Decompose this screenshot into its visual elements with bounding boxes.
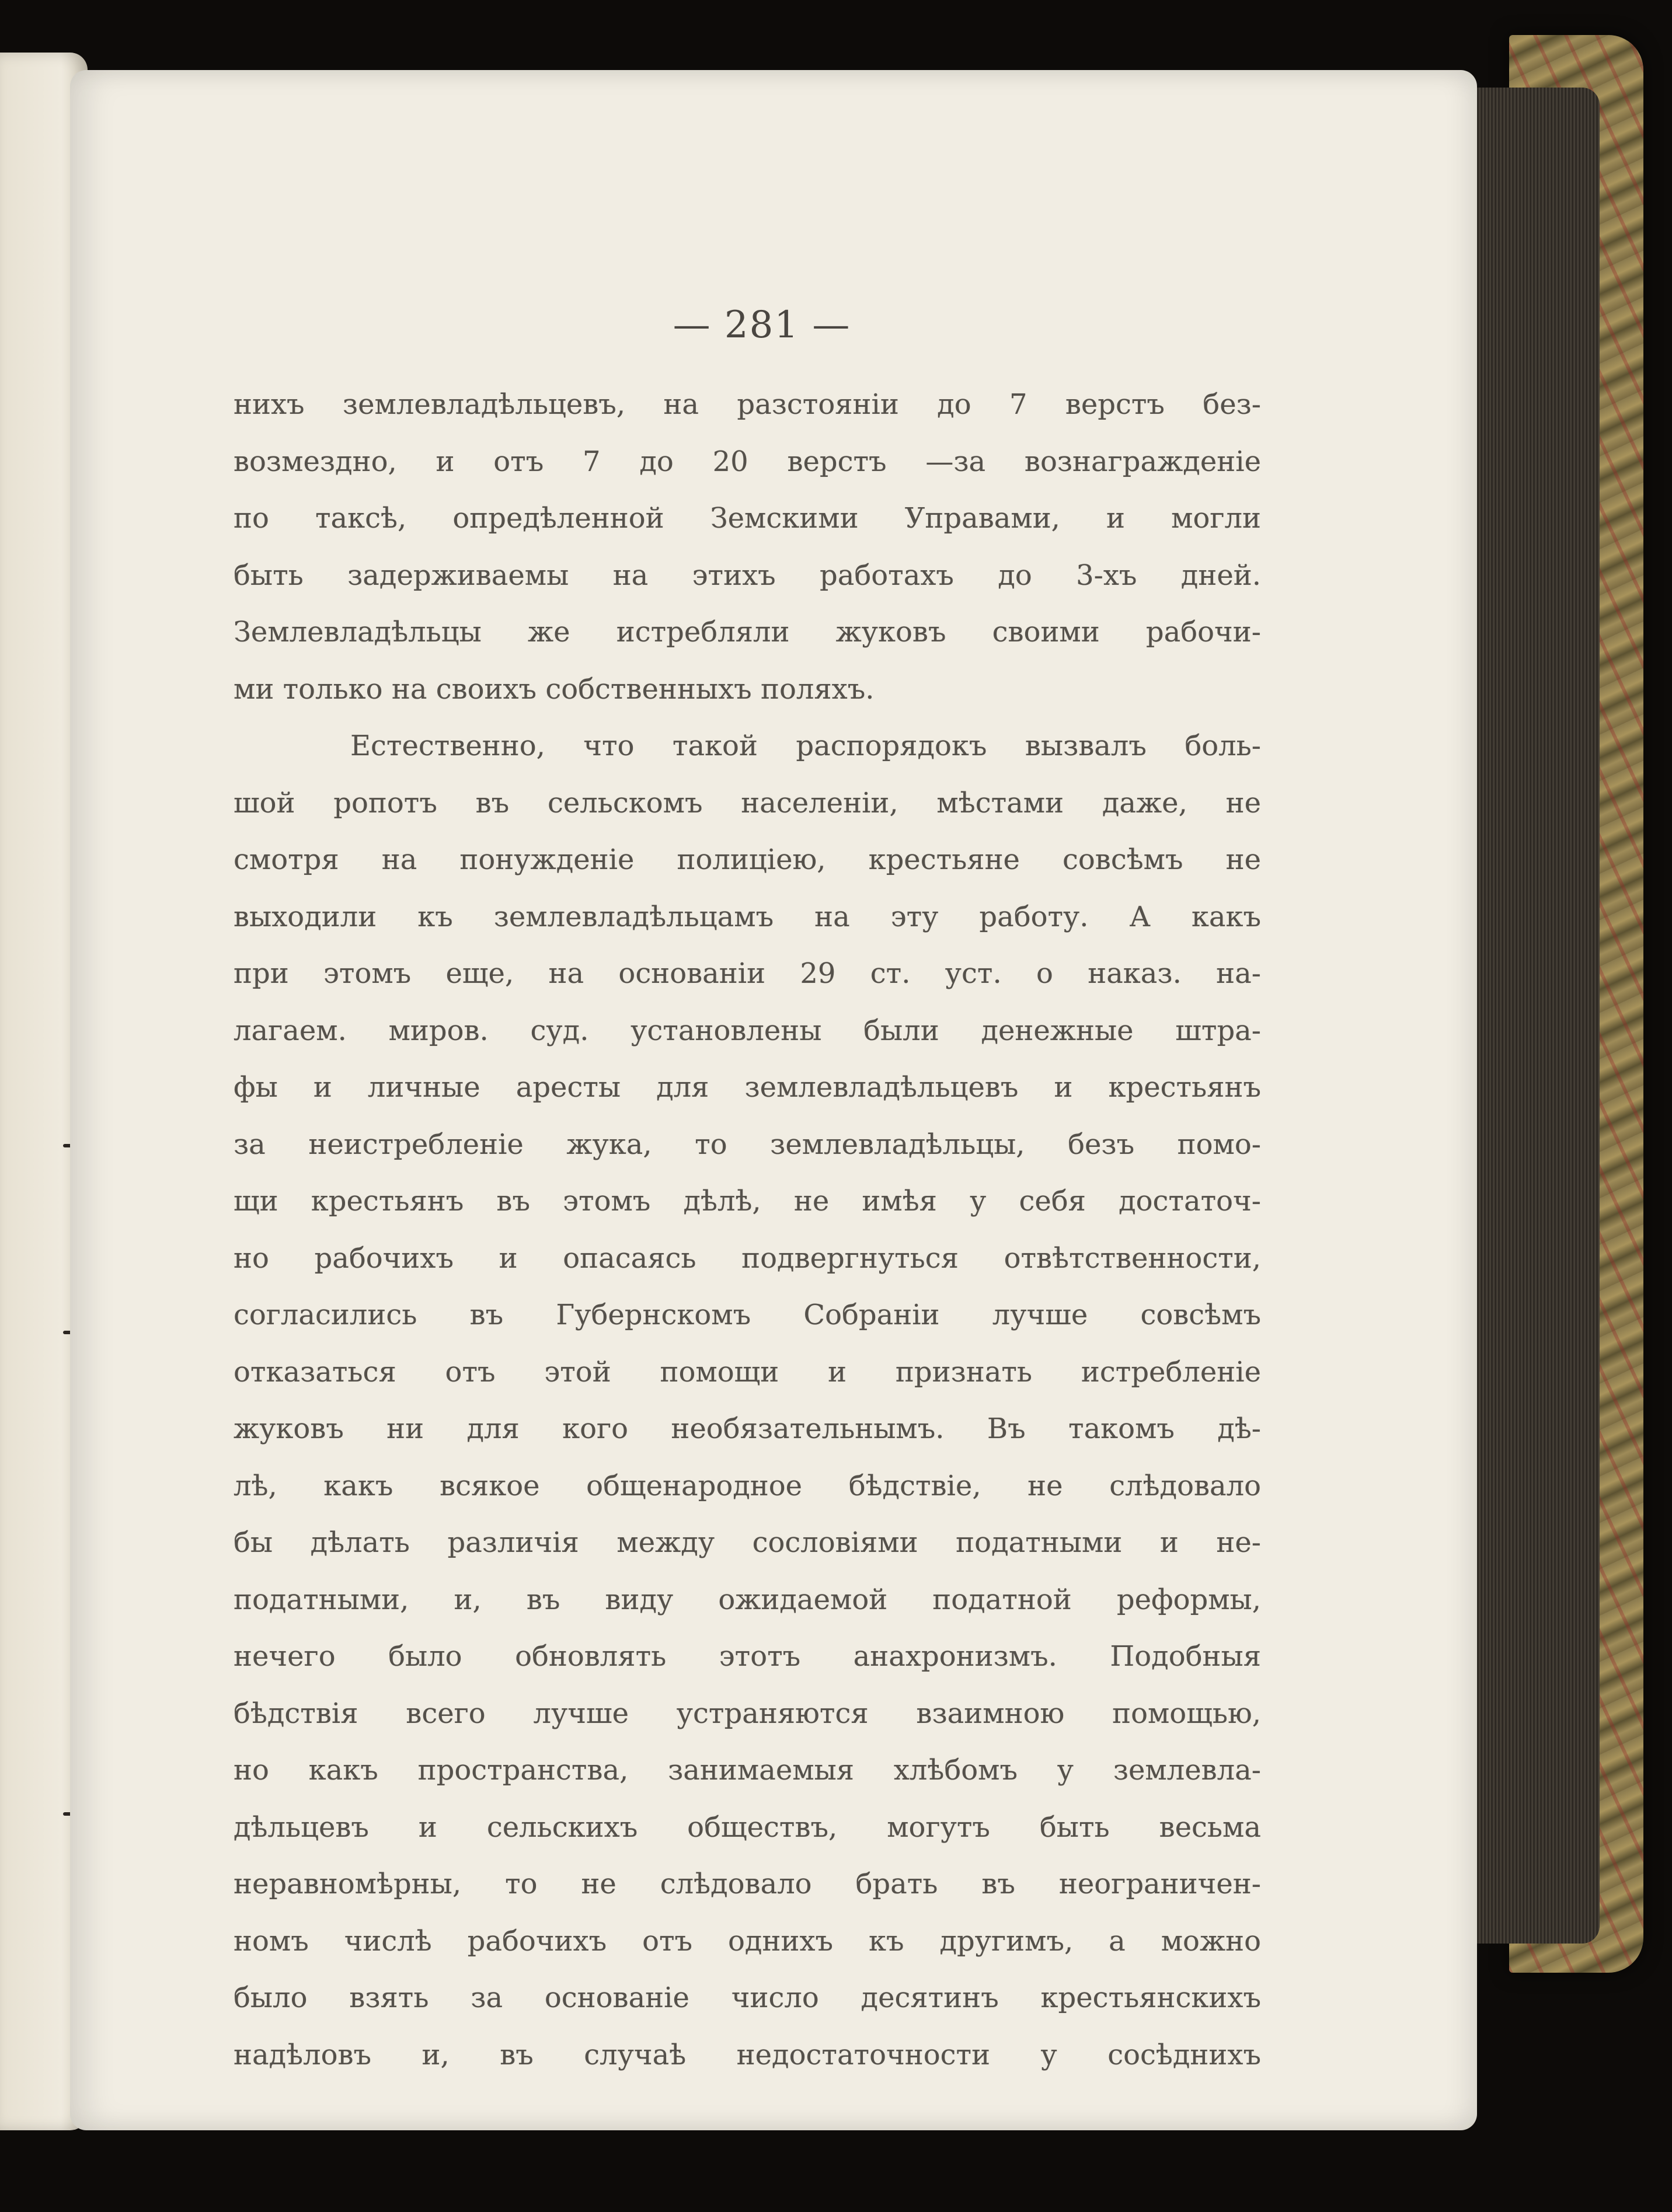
text-line: бѣдствія всего лучше устраняются взаимною помощью, — [234, 1697, 1261, 1730]
text-line: Естественно, что такой распорядокъ вызвалъ боль- — [350, 730, 1261, 762]
text-line: за неистребленіе жука, то землевладѣльцы, безъ помо- — [234, 1128, 1261, 1161]
text-line: ми только на своихъ собственныхъ поляхъ. — [234, 672, 875, 706]
text-line: номъ числѣ рабочихъ отъ однихъ къ другимъ, а можно — [234, 1924, 1261, 1958]
text-line: неравномѣрны, то не слѣдовало брать въ неограничен- — [234, 1868, 1261, 1900]
text-line: нихъ землевладѣльцевъ, на разстояніи до 7 верстъ без- — [234, 388, 1261, 421]
book-page — [70, 70, 1477, 2130]
text-line: дѣльцевъ и сельскихъ обществъ, могутъ быть весьма — [234, 1810, 1261, 1844]
text-line: возмездно, и отъ 7 до 20 верстъ —за вознагражденіе — [234, 445, 1261, 478]
text-line: смотря на понужденіе полиціею, крестьяне совсѣмъ не — [234, 843, 1261, 876]
text-line: податными, и, въ виду ожидаемой податной реформы, — [234, 1583, 1261, 1616]
text-line: шой ропотъ въ сельскомъ населеніи, мѣстами даже, не — [234, 786, 1261, 819]
text-line: бы дѣлать различія между сословіями податными и не- — [234, 1526, 1261, 1559]
text-line: фы и личные аресты для землевладѣльцевъ и крестьянъ — [234, 1071, 1261, 1104]
text-line: по таксѣ, опредѣленной Земскими Управами, и могли — [234, 502, 1261, 535]
text-line: отказаться отъ этой помощи и признать истребленіе — [234, 1355, 1261, 1388]
text-line: согласились въ Губернскомъ Собраніи лучше совсѣмъ — [234, 1299, 1261, 1331]
text-line: но рабочихъ и опасаясь подвергнуться отвѣтственности, — [234, 1241, 1261, 1275]
page-body-text — [234, 376, 1261, 2084]
page-number: — 281 — — [673, 303, 851, 347]
text-line: надѣловъ и, въ случаѣ недостаточности у сосѣднихъ — [234, 2038, 1261, 2071]
text-line: Землевладѣльцы же истребляли жуковъ своими рабочи- — [234, 616, 1261, 648]
text-line: выходили къ землевладѣльцамъ на эту работу. А какъ — [234, 900, 1261, 933]
text-line: лагаем. миров. суд. установлены были денежные штра- — [234, 1014, 1261, 1047]
text-line: но какъ пространства, занимаемыя хлѣбомъ у землевла- — [234, 1754, 1261, 1787]
text-line: при этомъ еще, на основаніи 29 ст. уст. о наказ. на- — [234, 957, 1261, 990]
text-line: лѣ, какъ всякое общенародное бѣдствіе, не слѣдовало — [234, 1469, 1261, 1502]
text-line: щи крестьянъ въ этомъ дѣлѣ, не имѣя у себя достаточ- — [234, 1185, 1261, 1217]
page-stack — [1471, 88, 1600, 1944]
text-line: жуковъ ни для кого необязательнымъ. Въ такомъ дѣ- — [234, 1412, 1261, 1445]
text-line: быть задерживаемы на этихъ работахъ до 3-хъ дней. — [234, 559, 1261, 592]
text-line: нечего было обновлять этотъ анахронизмъ. Подобныя — [234, 1640, 1261, 1673]
text-line: было взять за основаніе число десятинъ крестьянскихъ — [234, 1981, 1261, 2014]
